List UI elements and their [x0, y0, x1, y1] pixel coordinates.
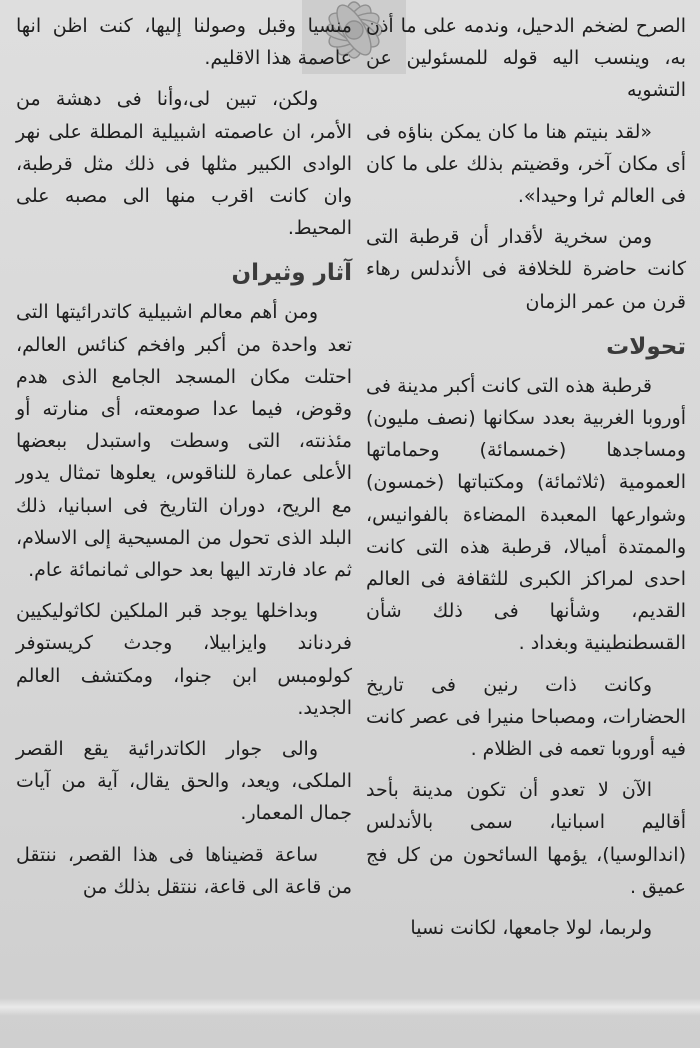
section-heading: آثار وثيران	[231, 260, 352, 287]
paragraph: ومن سخرية لأقدار أن قرطبة التى كانت حاضرة للخلافة فى الأندلس رهاء قرن من عمر الزمان	[366, 226, 686, 313]
paragraph: الصرح لضخم الدحيل، وندمه على ما أذن به، وينسب اليه قوله للمسئولين عن التشويه	[366, 15, 686, 102]
quote-paragraph: «لقد بنيتم هنا ما كان يمكن بناؤه فى أى مكان آخر، وقضيتم بذلك على ما كان فى العالم ثرا وحيدا».	[366, 120, 686, 208]
section-heading: تحولات	[606, 333, 686, 360]
left-column	[16, 10, 352, 912]
right-column	[366, 10, 686, 953]
paragraph: ومن أهم معالم اشبيلية كاتدرائيتها التى تعد واحدة من أكبر وافخم كنائس العالم، احتلت مكان المسجد الجامع الذى هدم وقوض، فيما عدا صومعته، أى منارته أو مئذنته، التى وسطت واستبدل ببعضها الأعلى عمارة للناقوس، يعلوها تمثال يدور مع الريح، دوران التاريخ فى اسبانيا، ذلك البلد الذى تحول من المسيحية إلى الاسلام، ثم عاد فارتد اليها بعد حوالى ثمانمائة عام.	[16, 301, 352, 582]
paragraph: وبداخلها يوجد قبر الملكين لكاثوليكيين فردناند وايزابيلا، وجدث كريستوفر كولومبس ابن جنوا، ومكتشف العالم الجديد.	[16, 600, 352, 719]
paragraph: وكانت ذات رنين فى تاريخ الحضارات، ومصباحا منيرا فى عصر كانت فيه أوروبا تعمه فى الظلام .	[366, 673, 686, 761]
paragraph: الآن لا تعدو أن تكون مدينة بأحد أقاليم اسبانيا، سمى بالأندلس (اندالوسيا)، يؤمها السائحون من كل فج عميق .	[366, 779, 686, 898]
paragraph: ولكن، تبين لى،وأنا فى دهشة من الأمر، ان عاصمته اشبيلية المطلة على نهر الوادى الكبير مثلها فى ذلك مثل قرطبة، وان كانت اقرب منها الى مصبه على المحيط.	[16, 88, 352, 240]
paragraph: قرطبة هذه التى كانت أكبر مدينة فى أوروبا الغربية بعدد سكانها (نصف مليون) ومساجدها (خمسمائة) وحماماتها العمومية (ثلاثمائة) ومكتباتها (خمسون) وشوارعها المعبدة المضاءة بالفوانيس، والممتدة أميالا، قرطبة هذه التى كانت احدى لمراكز الكبرى للثقافة فى العالم القديم، وشأنها فى ذلك شأن القسطنطينية وبغداد .	[366, 374, 686, 655]
paragraph: منسيا وقبل وصولنا إليها، كنت اظن انها عاصمة هذا الاقليم.	[16, 15, 352, 70]
page-fold-highlight	[0, 998, 700, 1016]
paragraph: ولربما، لولا جامعها، لكانت نسيا	[410, 917, 652, 940]
paragraph: ساعة قضيناها فى هذا القصر، ننتقل من قاعة الى قاعة، ننتقل بذلك من	[16, 843, 352, 898]
paragraph: والى جوار الكاتدرائية يقع القصر الملكى، ويعد، والحق يقال، آية من آيات جمال المعمار.	[16, 738, 352, 825]
